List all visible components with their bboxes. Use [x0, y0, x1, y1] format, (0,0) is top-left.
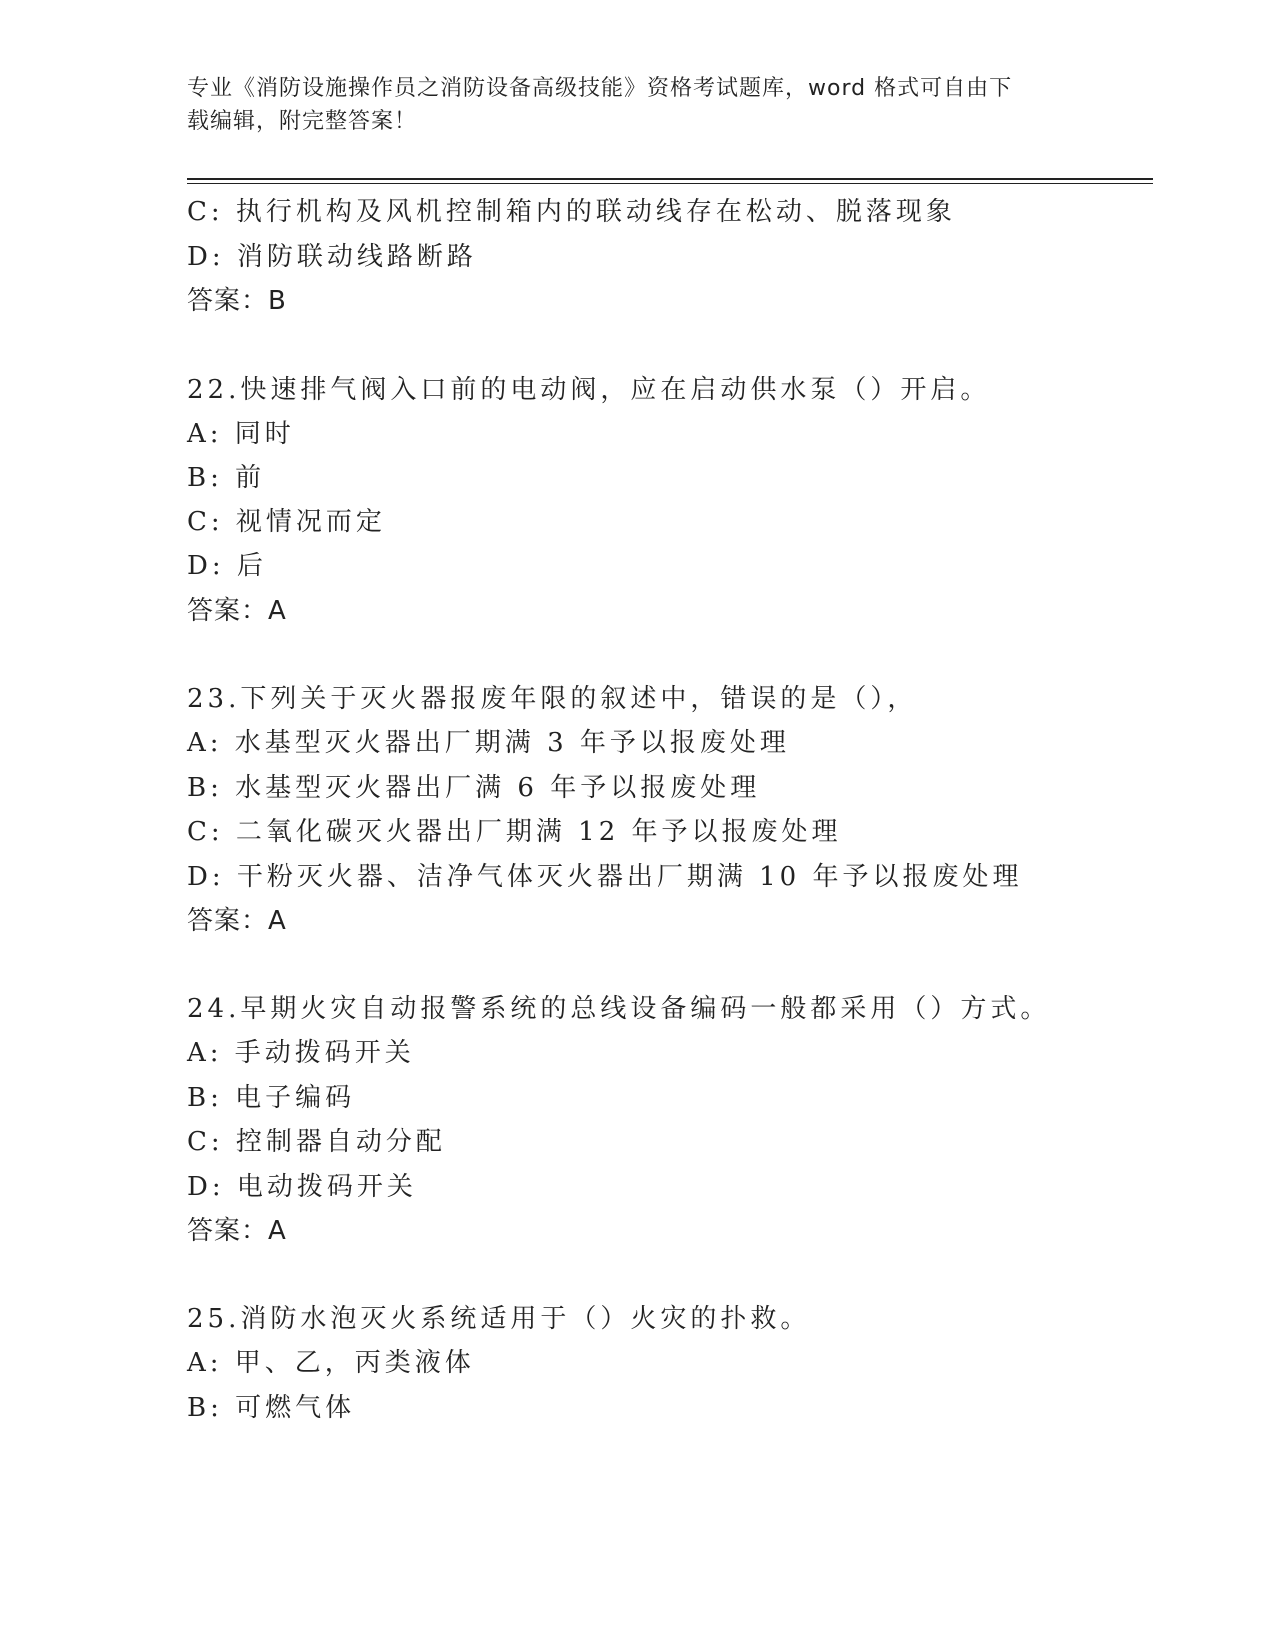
q23-answer: 答案：A	[187, 906, 287, 936]
q23-option-a: A: 水基型灭火器出厂期满 3 年予以报废处理	[187, 728, 790, 758]
q24-option-c: C: 控制器自动分配	[187, 1127, 446, 1157]
q22-option-c: C: 视情况而定	[187, 507, 386, 537]
q24-option-a: A: 手动拨码开关	[187, 1038, 415, 1068]
q24-option-b: B: 电子编码	[187, 1083, 356, 1113]
header-title-line2: 载编辑，附完整答案！	[187, 109, 418, 134]
q25-option-b: B: 可燃气体	[187, 1393, 356, 1423]
q21-answer: 答案：B	[187, 286, 287, 316]
q23-option-b: B: 水基型灭火器出厂满 6 年予以报废处理	[187, 773, 761, 803]
q23-option-d: D: 干粉灭火器、洁净气体灭火器出厂期满 10 年予以报废处理	[187, 862, 1023, 892]
q21-option-d: D: 消防联动线路断路	[187, 242, 477, 272]
q24-answer: 答案：A	[187, 1216, 287, 1246]
q22-answer: 答案：A	[187, 596, 287, 626]
q24-option-d: D: 电动拨码开关	[187, 1172, 417, 1202]
header-divider-thin	[187, 183, 1153, 184]
q23-question: 23.下列关于灭火器报废年限的叙述中，错误的是（），	[187, 684, 918, 714]
header-divider-thick	[187, 178, 1153, 180]
q22-option-a: A: 同时	[187, 419, 295, 449]
q22-option-d: D: 后	[187, 551, 267, 581]
q22-option-b: B: 前	[187, 463, 266, 493]
q22-question: 22.快速排气阀入口前的电动阀，应在启动供水泵（）开启。	[187, 375, 991, 405]
q21-option-c: C: 执行机构及风机控制箱内的联动线存在松动、脱落现象	[187, 197, 956, 227]
q23-option-c: C: 二氧化碳灭火器出厂期满 12 年予以报废处理	[187, 817, 842, 847]
q24-question: 24.早期火灾自动报警系统的总线设备编码一般都采用（）方式。	[187, 994, 1051, 1024]
document-header	[187, 72, 1087, 138]
q25-option-a: A: 甲、乙，丙类液体	[187, 1348, 475, 1378]
header-title-line1: 专业《消防设施操作员之消防设备高级技能》资格考试题库，word 格式可自由下	[187, 76, 1013, 101]
q25-question: 25.消防水泡灭火系统适用于（）火灾的扑救。	[187, 1304, 811, 1334]
